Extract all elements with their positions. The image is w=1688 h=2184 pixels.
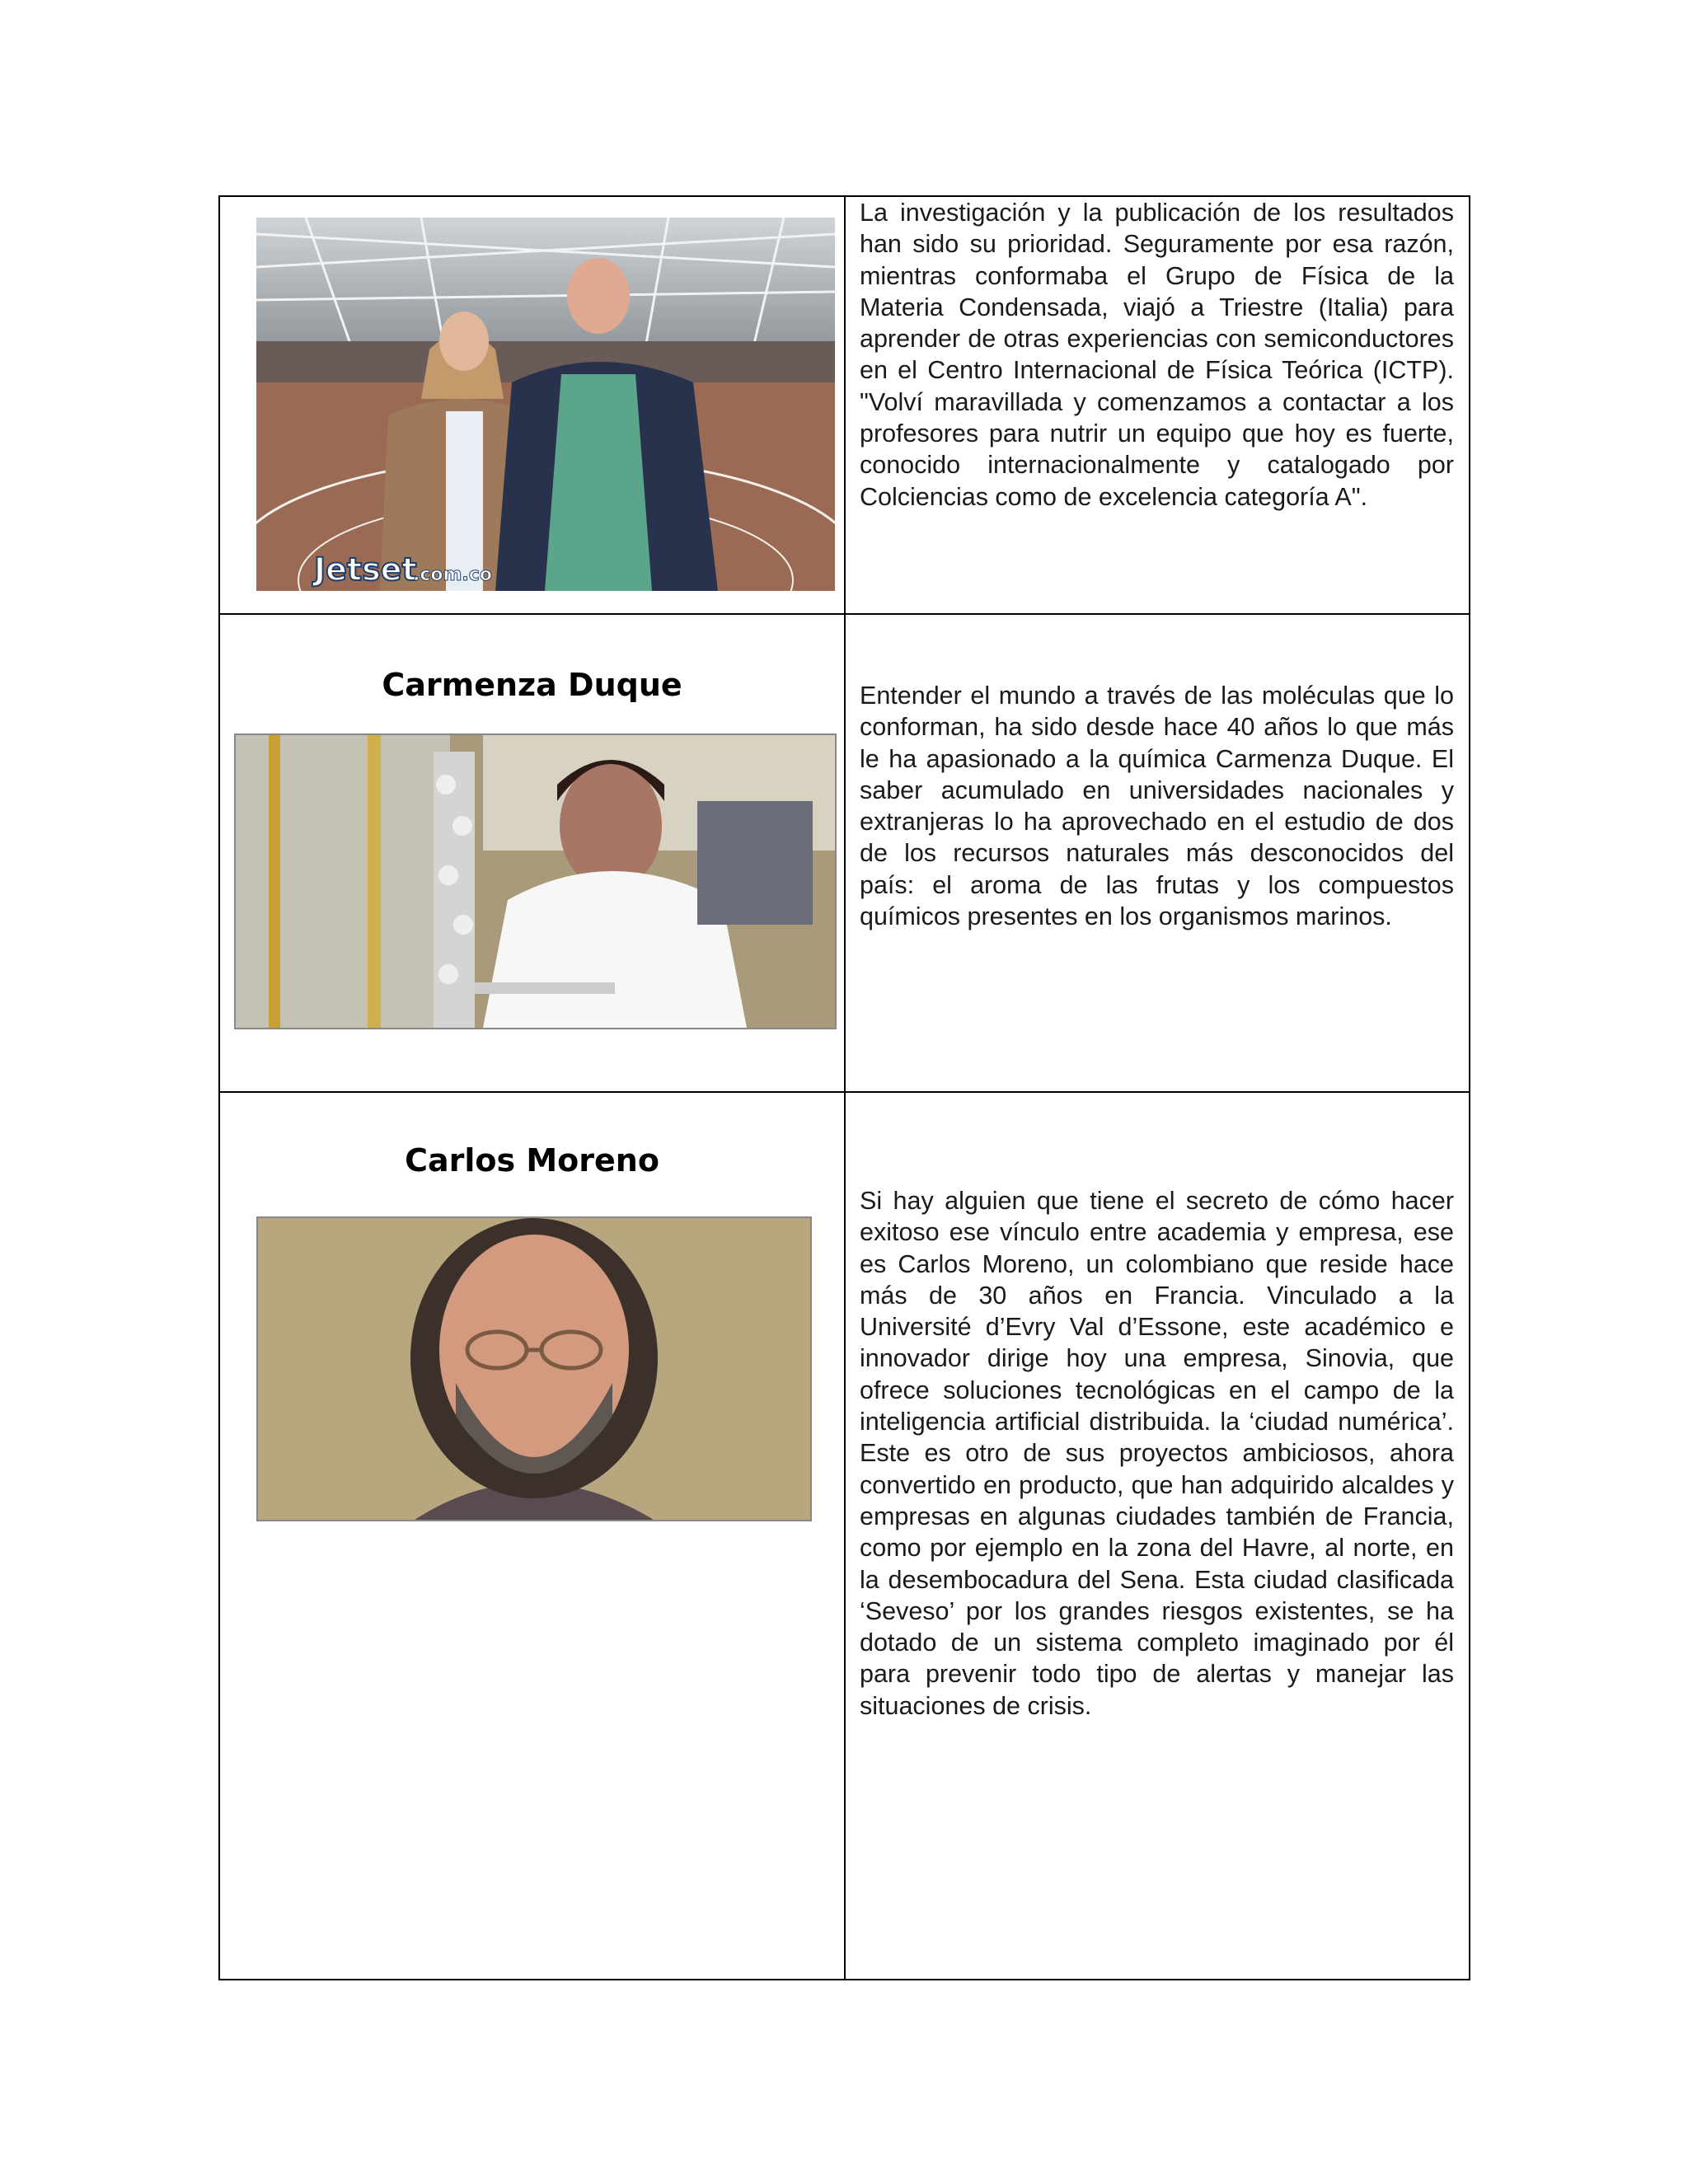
- profile-paragraph-1: La investigación y la publicación de los resultados han sido su prioridad. Seguramente por esa razón, mientras conformaba el Grupo de Física de la Materia Condensada, viajó a Triestre (Italia) para aprender de otras experiencias con semiconductores en el Centro Internacional de Física Teórica (ICTP). "Volví maravillada y comenzamos a contactar a los profesores para nutrir un equipo que hoy es fuerte, conocido internacionalmente y catalogado por Colciencias como de excelencia categoría A".: [860, 199, 1454, 511]
- text-cell: [845, 614, 1470, 1092]
- text-cell: [845, 196, 1470, 614]
- table-row: [219, 196, 1470, 614]
- watermark-domain: .com.co: [413, 565, 492, 585]
- couple-photo: [256, 218, 835, 591]
- table-row: [219, 614, 1470, 1092]
- profile-name-carlos: Carlos Moreno: [405, 1142, 659, 1179]
- profile-paragraph-3: Si hay alguien que tiene el secreto de cómo hacer exitoso ese vínculo entre academia y empresa, ese es Carlos Moreno, un colombiano que reside hace más de 30 años en Francia. Vinculado a la Université d’Evry Val d’Essone, este académico e innovador dirige hoy una empresa, Sinovia, que ofrece soluciones tecnológicas en el campo de la inteligencia artificial distribuida. la ‘ciudad numérica’. Este es otro de sus proyectos ambiciosos, ahora convertido en producto, que han adquirido alcaldes y empresas en algunas ciudades también de Francia, como por ejemplo en la zona del Havre, al norte, en la desembocadura del Sena. Esta ciudad clasificada ‘Seveso’ por los grandes riesgos existentes, se ha dotado de un sistema completo imaginado por él para prevenir todo tipo de alertas y manejar las situaciones de crisis.: [860, 1187, 1454, 1720]
- photo-cell: [219, 196, 845, 614]
- carmenza-photo: [234, 733, 837, 1029]
- profiles-table: [218, 195, 1470, 1980]
- photo-cell: [219, 614, 845, 1092]
- carlos-photo: [256, 1216, 812, 1521]
- profile-name-carmenza: Carmenza Duque: [382, 667, 682, 703]
- profile-paragraph-2: Entender el mundo a través de las moléculas que lo conforman, ha sido desde hace 40 años lo que más le ha apasionado a la química Carmenza Duque. El saber acumulado en universidades nacionales y extranjeras lo ha aprovechado en el estudio de dos de los recursos naturales más desconocidos del país: el aroma de las frutas y los compuestos químicos presentes en los organismos marinos.: [860, 682, 1454, 931]
- photo-cell: [219, 1092, 845, 1980]
- text-cell: [845, 1092, 1470, 1980]
- table-row: [219, 1092, 1470, 1980]
- watermark-text: Jetset: [314, 551, 417, 588]
